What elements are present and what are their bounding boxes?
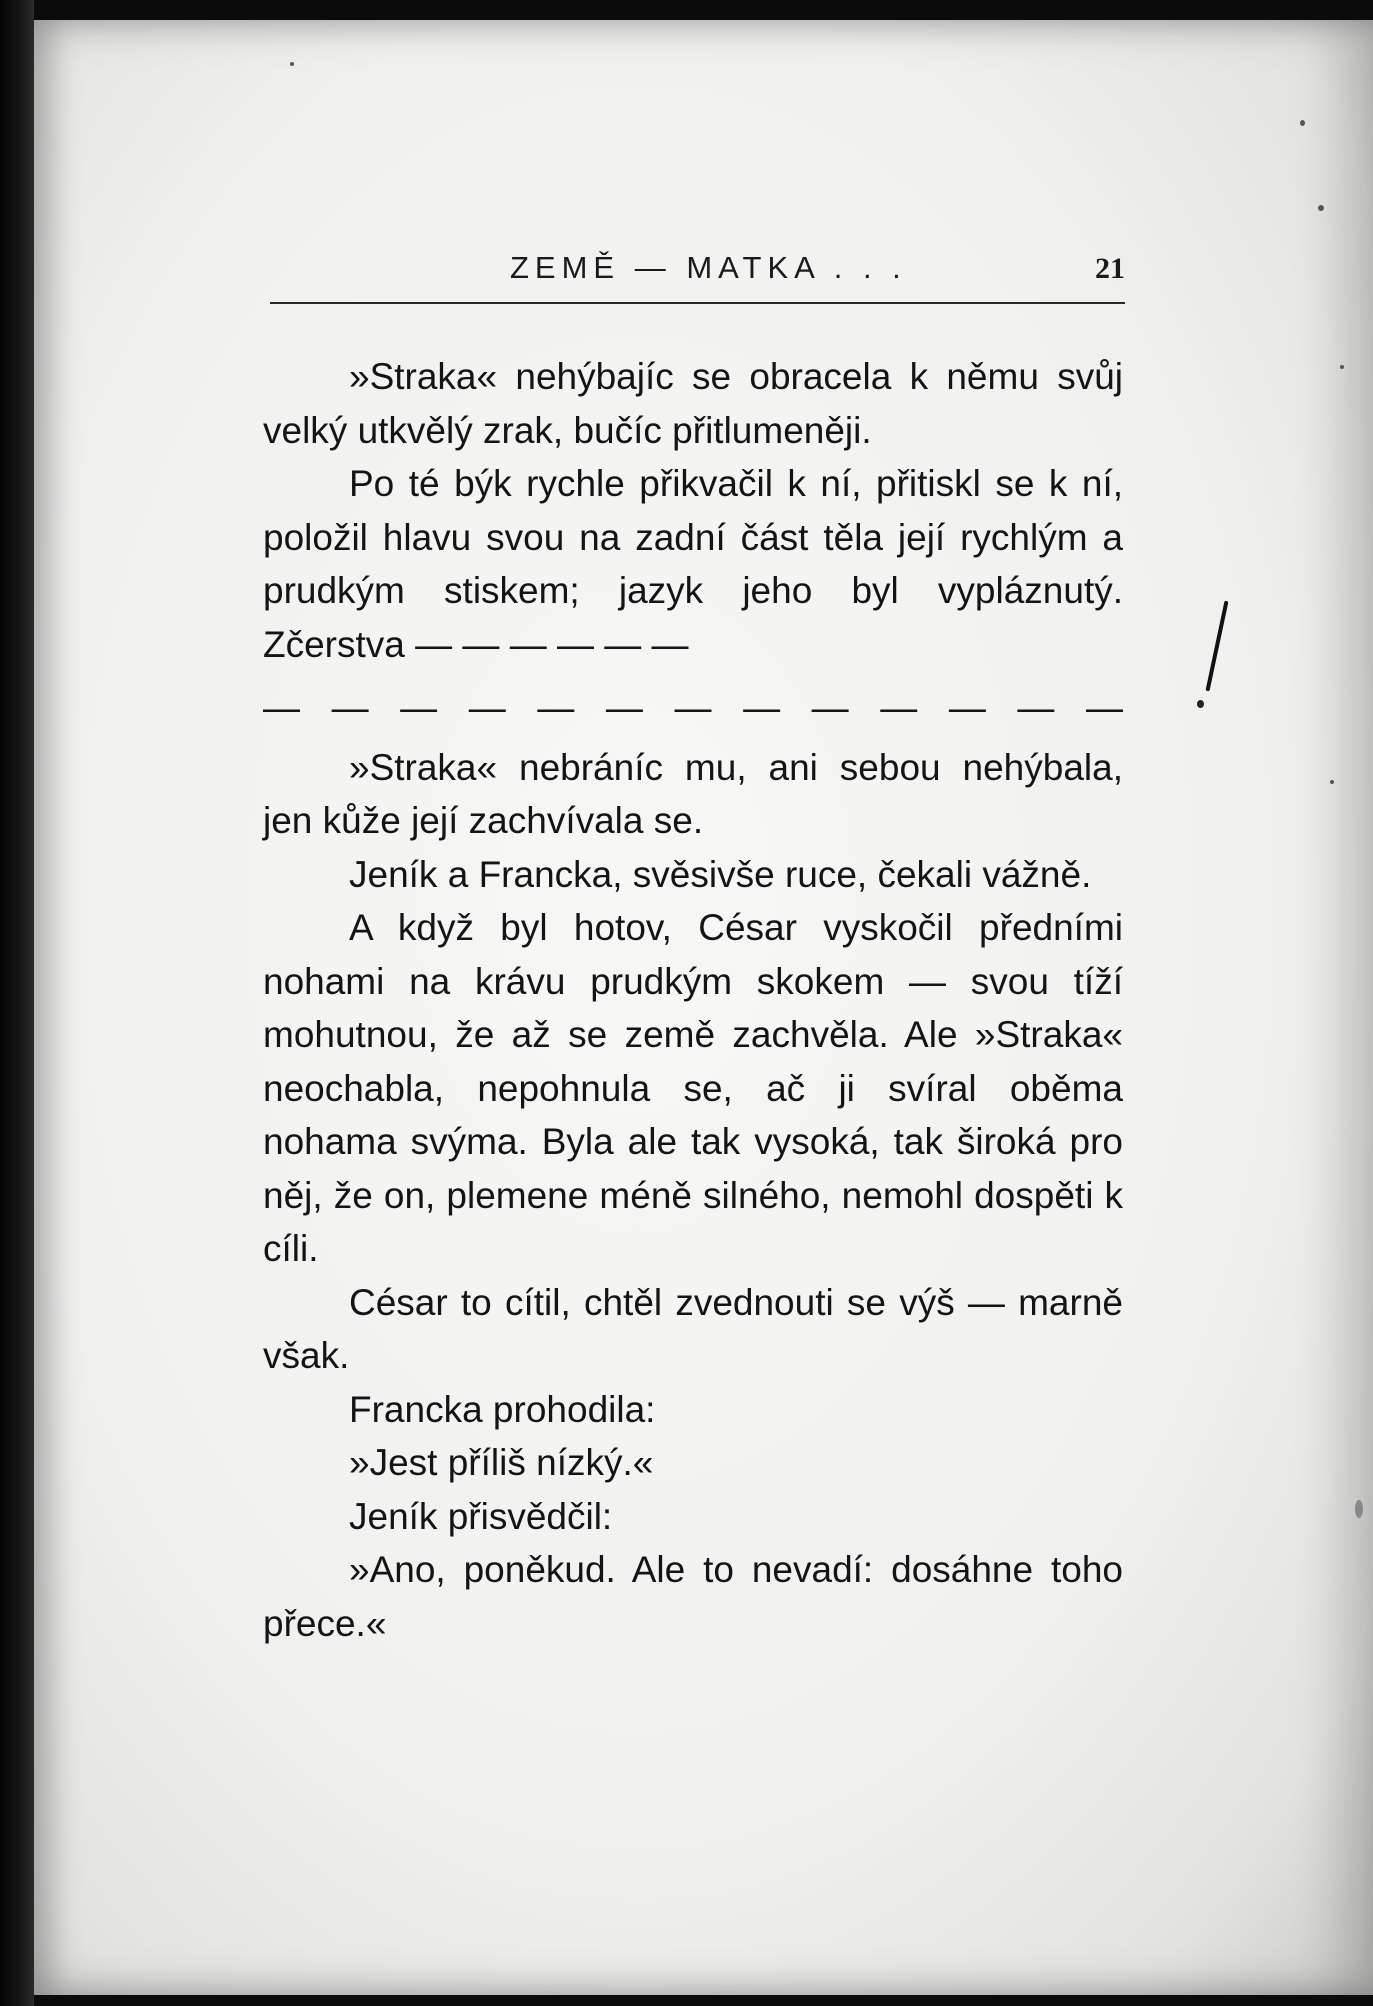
paragraph: »Jest příliš nízký.« <box>349 1442 654 1483</box>
book-spine-shadow <box>0 0 34 2006</box>
paper-speck <box>290 62 294 66</box>
paragraph: Francka prohodila: <box>349 1388 656 1430</box>
running-title: ZEMĚ — MATKA . . . <box>510 250 907 285</box>
page-header <box>270 250 1125 290</box>
paragraph: A když byl hotov, César vyskočil předními nohami na krávu prudkým skokem — svou tíží mohutnou, že až se země zachvěla. Ale »Straka« neochabla, nepohnula se, ač ji svíral oběma nohama svýma. Byla ale tak vysoká, tak široká pro něj, že on, plemene méně silného, nemohl dospěti k cíli. <box>263 907 1123 1269</box>
paper-speck <box>1340 365 1344 369</box>
paragraph: Po té býk rychle přikvačil k ní, přitiskl se k ní, položil hlavu svou na zadní část těla její rychlým a prudkým stiskem; jazyk jeho byl vypláznutý. Zčerstva — — — — — — <box>263 463 1123 665</box>
paragraph: Jeník a Francka, svěsivše ruce, čekali vážně. <box>349 853 1092 895</box>
paper-speck <box>1355 1500 1363 1518</box>
body-text <box>263 350 1123 1650</box>
paragraph: »Ano, poněkud. Ale to nevadí: dosáhne toho přece.« <box>263 1549 1123 1644</box>
page-number: 21 <box>1095 252 1125 285</box>
header-rule <box>270 302 1125 304</box>
paper-speck <box>1330 780 1334 784</box>
pencil-dot <box>1197 700 1204 708</box>
paragraph: »Straka« nebráníc mu, ani sebou nehýbala, jen kůže její zachvívala se. <box>263 746 1123 841</box>
paper-speck <box>1300 120 1305 126</box>
paragraph: César to cítil, chtěl zvednouti se výš — marně však. <box>263 1281 1123 1376</box>
paragraph: Jeník přisvědčil: <box>349 1495 613 1537</box>
omission-dashes: — — — — — — — — — — — — — <box>263 687 1123 728</box>
paragraph: »Straka« nehýbajíc se obracela k němu svůj velký utkvělý zrak, bučíc přitlumeněji. <box>263 356 1123 451</box>
paper-speck <box>1318 205 1324 211</box>
